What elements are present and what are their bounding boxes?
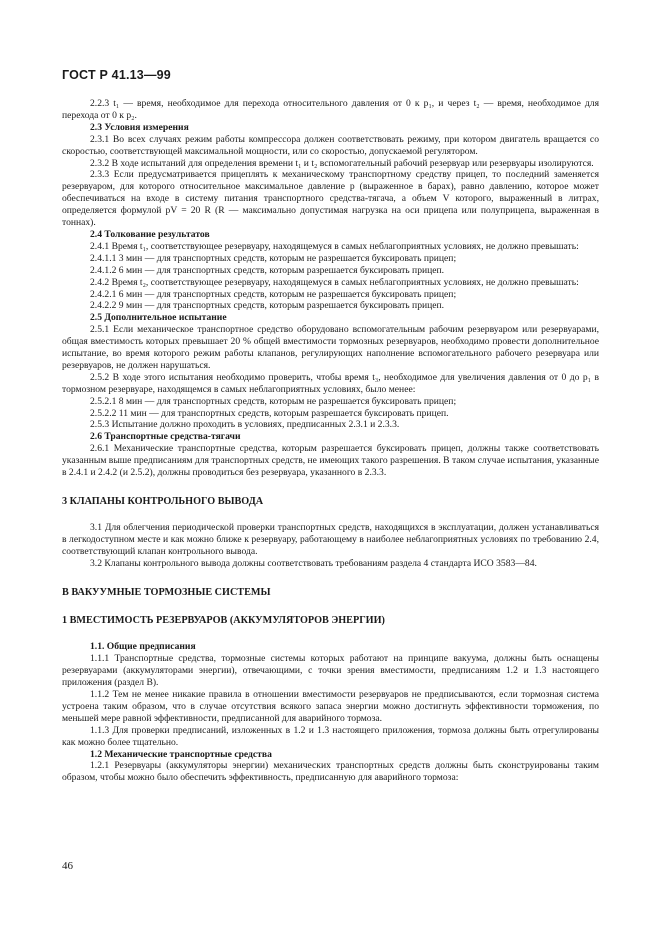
paragraph [62, 558, 599, 570]
section-title: 3 КЛАПАНЫ КОНТРОЛЬНОГО ВЫВОДА [62, 496, 264, 507]
paragraph-text: 1.1.3 Для проверки предписаний, изложенных в 1.2 и 1.3 настоящего приложения, тормоза должны быть отрегулированы как можно более тщательно. [62, 724, 599, 748]
paragraph [62, 265, 599, 277]
paragraph [62, 396, 599, 408]
paragraph-text: 2.5.2.2 11 мин — для транспортных средств, которым разрешается буксировать прицеп. [90, 407, 449, 419]
paragraph-text: 2.4.2.1 6 мин — для транспортных средств, которым не разрешается буксировать прицеп; [90, 288, 457, 300]
paragraph-text: 2.3.2 В ходе испытаний для определения времени t₁ и t₂ вспомогательный рабочий резервуар или резервуары изолируются. [90, 157, 594, 169]
section-title: В ВАКУУМНЫЕ ТОРМОЗНЫЕ СИСТЕМЫ [62, 586, 271, 598]
paragraph [62, 324, 599, 372]
paragraph-text: 2.4.1.1 3 мин — для транспортных средств, которым не разрешается буксировать прицеп; [90, 252, 457, 264]
paragraph [62, 277, 599, 289]
document-header: ГОСТ Р 41.13—99 [62, 68, 171, 82]
paragraph-text: 2.4.1.2 6 мин — для транспортных средств, которым разрешается буксировать прицеп. [90, 264, 445, 276]
paragraph [62, 522, 599, 558]
paragraph-text: 2.6.1 Механические транспортные средства, которым разрешается буксировать прицеп, должны также соответствовать указанным выше предписаниям для транспортных средств, не имеющих такого разрешения. В таком случае испытания, указанные в 2.4.1 и 2.4.2 (и 2.5.2), должны проводиться без резервуара, указанного в 2.3.3. [62, 443, 599, 479]
paragraph [62, 419, 599, 431]
paragraph [62, 372, 599, 396]
document-body [62, 98, 599, 784]
paragraph-text: 2.4.2.2 9 мин — для транспортных средств, которым разрешается буксировать прицеп. [90, 300, 445, 312]
paragraph-text: 3.2 Клапаны контрольного вывода должны соответствовать требованиям раздела 4 стандарта ИСО 3583—84. [90, 557, 537, 569]
paragraph-text: 2.2.3 t₁ — время, необходимое для перехода относительного давления от 0 к p₁, и через t₂ — время, необходимое для перехода от 0 к p₂. [62, 98, 599, 121]
paragraph-text: 2.5.3 Испытание должно проходить в условиях, предписанных 2.3.1 и 2.3.3. [90, 419, 400, 431]
page-number: 46 [62, 860, 73, 872]
paragraph-text: 2.5.2.1 8 мин — для транспортных средств, которым не разрешается буксировать прицеп; [90, 395, 457, 407]
subsection-heading: 2.5 Дополнительное испытание [90, 312, 227, 324]
subsection-heading: 1.2 Механические транспортные средства [90, 748, 272, 760]
paragraph [62, 725, 599, 749]
paragraph [62, 300, 599, 312]
paragraph-text: 1.1.2 Тем не менее никакие правила в отношении вместимости резервуаров не предписываются, если тормозная система устроена таким образом, что в случае отсутствия всякого запаса энергии можно достигнуть эффективности торможения, по меньшей мере равной эффективности, предписанной для аварийного тормоза. [62, 688, 599, 724]
paragraph [62, 98, 599, 122]
section-title: 1 ВМЕСТИМОСТЬ РЕЗЕРВУАРОВ (АККУМУЛЯТОРОВ ЭНЕРГИИ) [62, 615, 385, 627]
paragraph [62, 408, 599, 420]
paragraph [62, 653, 599, 689]
subsection-heading: 2.3 Условия измерения [90, 121, 189, 133]
paragraph [62, 241, 599, 253]
paragraph-text: 2.3.3 Если предусматривается прицеплять к механическому транспортному средству прицеп, то последний заменяется резервуаром, для которого относительное максимальное давление p (выраженное в барах), равно давлению, которое может обеспечиваться на входе в систему питания транспортного средства-тягача, а объем V которого, выраженный в литрах, определяется формулой pV = 20 R (R — максимально допустимая нагрузка на оси прицепа или полуприцепа, выраженная в тоннах). [62, 169, 599, 229]
paragraph [62, 253, 599, 265]
paragraph-text: 1.1.1 Транспортные средства, тормозные системы которых работают на принципе вакуума, должны быть оснащены резервуарами (аккумуляторами энергии), отвечающими, с точки зрения вместимости, предписаниям 1.2 и 1.3 настоящего приложения (раздел В). [62, 653, 599, 689]
paragraph [62, 443, 599, 479]
subsection-heading: 2.6 Транспортные средства-тягачи [90, 431, 241, 443]
paragraph-text: 2.4.2 Время t₂, соответствующее резервуару, находящемуся в самых неблагоприятных условиях, не должно превышать: [90, 276, 579, 288]
paragraph-text: 1.2.1 Резервуары (аккумуляторы энергии) механических транспортных средств должны быть сконструированы таким образом, чтобы можно было обеспечить эффективность, предписанную для аварийного тормоза: [62, 760, 599, 784]
paragraph-text: 2.4.1 Время t₁, соответствующее резервуару, находящемуся в самых неблагоприятных условиях, не должно превышать: [90, 240, 579, 252]
paragraph [62, 134, 599, 158]
paragraph [62, 689, 599, 725]
subsection-heading: 2.4 Толкование результатов [90, 228, 210, 240]
subsection-heading: 1.1. Общие предписания [90, 641, 196, 653]
paragraph-text: 2.3.1 Во всех случаях режим работы компрессора должен соответствовать режиму, при котором двигатель вращается со скоростью, соответствующей максимальной мощности, или со скоростью, допускаемой регулятором. [62, 133, 599, 157]
paragraph-text: 2.5.1 Если механическое транспортное средство оборудовано вспомогательным рабочим резервуаром или резервуарами, общая вместимость которых превышает 20 % общей вместимости тормозных резервуаров, необходимо провести дополнительное испытание, во время которого режим работы клапанов, регулирующих наполнение вспомогательного рабочего резервуара или резервуаров, не должен нарушаться. [62, 324, 599, 371]
paragraph-text: 2.5.2 В ходе этого испытания необходимо проверить, чтобы время t₃, необходимое для увеличения давления от 0 до p₁ в тормозном резервуаре, находящемся в самых неблагоприятных условиях, было менее: [62, 371, 599, 395]
paragraph [62, 169, 599, 229]
paragraph [62, 158, 599, 170]
paragraph-text: 3.1 Для облегчения периодической проверки транспортных средств, находящихся в эксплуатации, должен устанавливаться в легкодоступном месте и как можно ближе к резервуару, работающему в наиболее неблагоприятных условиях по требованию 2.4, соответствующий клапан контрольного вывода. [62, 521, 599, 557]
paragraph [62, 760, 599, 784]
paragraph [62, 289, 599, 301]
